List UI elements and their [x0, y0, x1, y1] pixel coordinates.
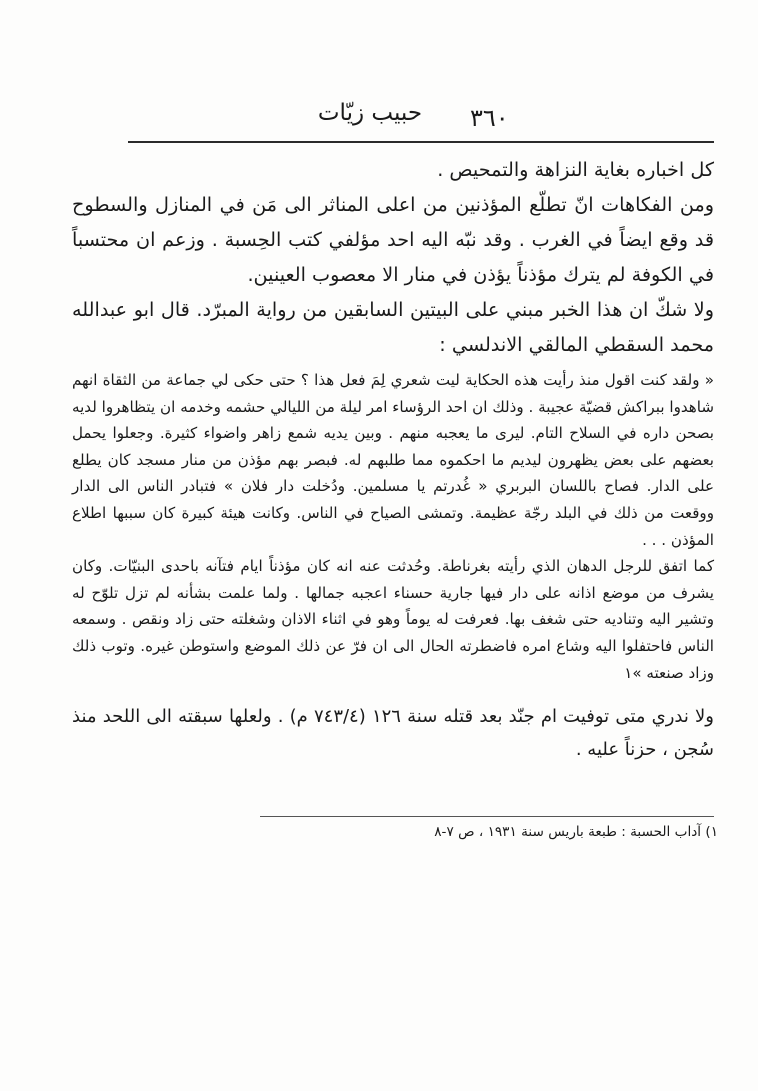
closing-paragraph: ولا ندري متى توفيت ام جنّد بعد قتله سنة ١٢٦ (٧٤٣/٤ م) . ولعلها سبقته الى اللحد منذ سُجن ، حزناً عليه .: [72, 706, 714, 760]
paragraph: ولا شكّ ان هذا الخبر مبني على البيتين السابقين من رواية المبرّد. قال ابو عبدالله محمد السقطي المالقي الاندلسي :: [72, 298, 714, 356]
page-number: ٣٦٠: [470, 104, 509, 132]
footnote-rule: [260, 816, 714, 817]
quote-paragraph: « ولقد كنت اقول منذ رأيت هذه الحكاية ليت شعري لِمَ فعل هذا ؟ حتى حكى لي جماعة من الثقاة انهم شاهدوا ببراكش قضيّة عجيبة . وذلك ان احد الرؤساء امر ليلة من الليالي حشمه وخدمه ان يتظاهروا لديه بصحن داره في السلاح التام. ليرى ما يعجبه منهم . وبين يديه شمع زاهر واضواء كثيرة. وجعلوا يحمل بعضهم على بعض يظهرون ليديم ما احكموه مما طلبهم له. فبصر بهم مؤذن من منار مسجد كان يطلع على الدار. فصاح باللسان البربري « غُدرتم يا مسلمين. ودُخلت دار فلان » فتبادر الناس الى الدار ووقعت من ذلك في البلد رجّة عظيمة. وتمشى الصياح في الناس. وكانت هيئة كبيرة كان سببها اطلاع المؤذن . . .: [72, 371, 714, 549]
main-text: [72, 152, 714, 362]
paragraph: كل اخباره بغاية النزاهة والتمحيص .: [437, 158, 714, 181]
header-rule: [128, 141, 714, 143]
footnote: ١) آداب الحسبة : طبعة باريس سنة ١٩٣١ ، ص ٧-٨: [434, 824, 718, 840]
paragraph: ومن الفكاهات انّ تطلّع المؤذنين من اعلى المناثر الى مَن في المنازل والسطوح قد وقع ايضاً في الغرب . وقد نبّه اليه احد مؤلفي كتب الحِسبة . وزعم ان محتسباً في الكوفة لم يترك مؤذناً يؤذن في منار الا معصوب العينين.: [72, 193, 714, 286]
quoted-passage: [72, 367, 714, 686]
running-title: حبيب زيّات: [317, 100, 423, 126]
quote-paragraph: كما اتفق للرجل الدهان الذي رأيته بغرناطة. وحُدثت عنه انه كان مؤذناً ايام فتآنه باحدى البنيّات. وكان يشرف من موضع اذانه على دار فيها جارية حسناء اعجبه جمالها . ولما علمت بشأنه لم تزل تلوّح له وتشير اليه وتناديه حتى شغف بها. فعرفت له يوماً وهو في اثناء الاذان وشغلته حتى زاد ونقص . وسمعه الناس فاحتفلوا اليه وشاع امره فاضطرته الحال الى ان فرّ عن ذلك الموضع واستوطن غيره. وتوب ذلك وزاد صنعته »١: [72, 557, 714, 682]
